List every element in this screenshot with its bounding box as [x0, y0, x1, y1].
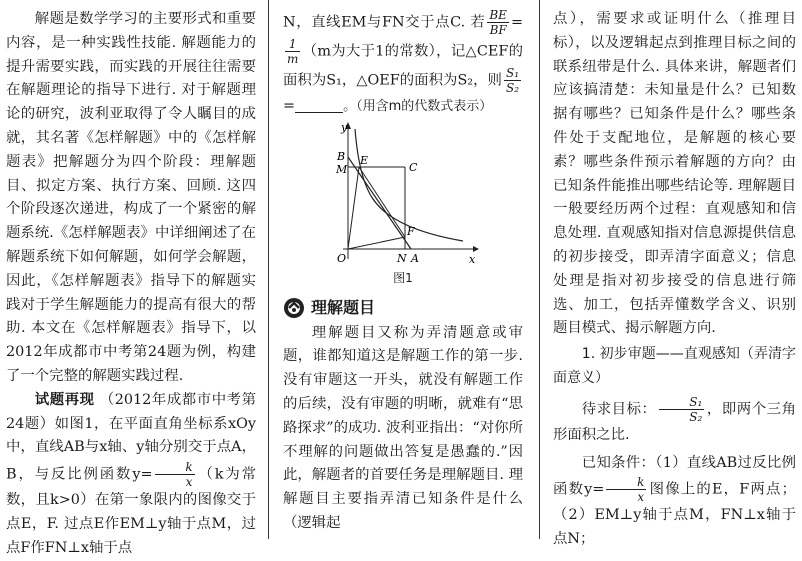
column-2	[283, 8, 523, 536]
fraction-cond-k-over-x: $\frac{k}{x}$	[606, 475, 646, 504]
fraction-1-over-m: $\frac{1}{m}$	[287, 37, 299, 66]
label-m: M	[336, 162, 348, 176]
label-f: F	[407, 224, 415, 238]
line-oe	[348, 167, 359, 249]
problem-statement	[6, 389, 256, 561]
label-y: y	[341, 120, 348, 134]
figure-1	[283, 119, 523, 274]
fraction-goal-s1-s2: $\frac{\text{S₁}}{\text{S₂}}$	[659, 395, 705, 424]
intro-paragraph: 解题是数学学习的主要形式和重要内容，是一种实践性技能. 解题能力的提升需要实践，而实践的开展往往需要在解题理论的指导下进行. 对于解题理论的研究，波利亚取得了令人瞩目的成就，其名著《怎样解题》中的《怎样解题表》把解题分为四个阶段：理解题目、拟定方案、执行方案、回顾. 这四个阶段逐次递进，构成了一个紧密的解题系统.《怎样解题表》中详细阐述了在解题系统下如何解题，如何学会解题，因此，《怎样解题表》指导下的解题实践对于学生解题能力的提高有很大的帮助. 本文在《怎样解题表》指导下，以2012年成都市中考第24题为例，构建了一个完整的解题实践过程.	[6, 11, 256, 384]
answer-blank	[295, 100, 343, 113]
problem-text-a: （2012年成都市中考第24题）如图1，在平面直角坐标系xOy中，直线AB与x轴、y轴分别交于点A，B，与反比例函数y=	[6, 391, 256, 483]
fraction-be-bf: $\frac{BE}{BF}$	[489, 8, 507, 37]
fraction-s1-s2: $\frac{\text{S₁}}{\text{S₂}}$	[505, 66, 519, 95]
section-title: 理解题目	[311, 297, 376, 317]
line-ab	[348, 157, 411, 249]
label-a: A	[411, 251, 419, 265]
figure-caption: 图1	[393, 270, 413, 285]
goal-line: 待求目标： $\frac{\text{S₁}}{\text{S₂}}$ ，即两个三角形面积之比.	[553, 394, 796, 443]
label-n: N	[397, 251, 407, 265]
label-b: B	[337, 149, 346, 163]
column-divider-left	[268, 0, 269, 539]
section-heading	[283, 296, 523, 320]
conditions-line: 已知条件：（1）直线AB过反比例函数y= $\frac{k}{x}$ 图像上的E，F两点；（2）EM⊥y轴于点M，FN⊥x轴于点N；	[553, 454, 796, 548]
column-3	[553, 8, 796, 552]
column-divider-right	[539, 0, 540, 539]
fraction-k-over-x: $\frac{k}{x}$	[155, 460, 195, 489]
label-c: C	[409, 160, 418, 174]
column-1	[6, 8, 256, 561]
problem-continuation: N，直线EM与FN交于点C. 若 $\frac{BE}{BF}$ = $\frac{1}{m}$ （m为大于1的常数），记△CEF的面积为S₁，△OEF的面积为S₂，则 $\frac{\text{S₁}}{\text{S₂}}$ = 。（用含m的代数式表示）	[283, 8, 523, 114]
line-ef	[359, 167, 405, 237]
x-axis-arrow	[473, 246, 479, 252]
problem-label: 试题再现	[34, 391, 95, 408]
line-of	[348, 237, 405, 249]
label-x: x	[469, 252, 476, 266]
problem-text-b: （k为常数，且k>0）在第一象限内的图像交于点E，F. 过点E作EM⊥y轴于点M，过点F作FN⊥x轴于点	[6, 466, 256, 556]
subsection-title: 1. 初步审题——直观感知（弄清字面意义）	[553, 346, 796, 386]
label-o: O	[337, 251, 347, 265]
coordinate-diagram	[323, 119, 483, 269]
understanding-paragraph: 理解题目又称为弄清题意或审题，谁都知道这是解题工作的第一步. 没有审题这一开头，就没有解题工作的后续，没有审题的明晰，就难有“思路探求”的成功. 波利亚指出：“对你所不理解的问题做出答复是愚蠢的.”因此，解题者的首要任务是理解题目. 理解题目主要指弄清已知条件是什么（逻辑起	[283, 324, 523, 531]
label-e: E	[360, 153, 369, 167]
continuation-paragraph: 点），需要求或证明什么（推理目标），以及逻辑起点到推理目标之间的联系纽带是什么. 具体来讲，解题者们应该搞清楚：未知量是什么？已知数据有哪些？已知条件是什么？哪些条件处于支配地位，是解题的核心要素？哪些条件预示着解题的方向？由已知条件能推出哪些结论等. 理解题目一般要经历两个过程：直观感知和信息处理. 直观感知指对信息源提供信息的初步接受，即弄清字面意义；信息处理是指对初步接受的信息进行筛选、加工，包括弄懂数学含义、识别题目模式、揭示解题方向.	[553, 11, 796, 337]
section-ornament-icon	[283, 297, 305, 319]
